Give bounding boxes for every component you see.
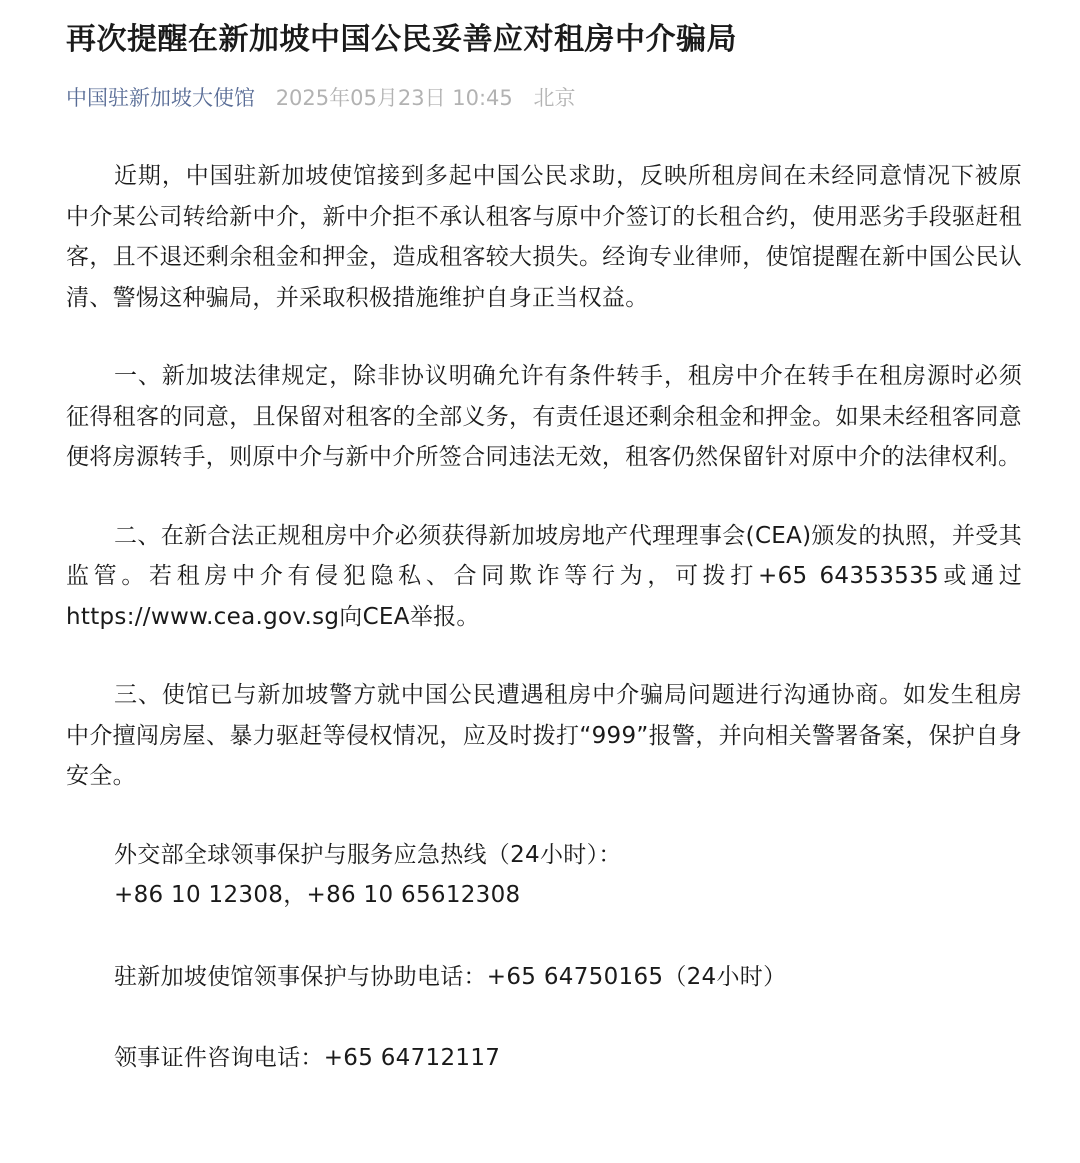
source-link[interactable]: 中国驻新加坡大使馆 xyxy=(66,86,255,110)
paragraph-point-3: 三、使馆已与新加坡警方就中国公民遭遇租房中介骗局问题进行沟通协商。如发生租房中介擅闯房屋、暴力驱赶等侵权情况，应及时拨打“999”报警，并向相关警署备案，保护自身安全。 xyxy=(66,682,1022,789)
paragraph-point-2: 二、在新合法正规租房中介必须获得新加坡房地产代理理事会(CEA)颁发的执照，并受其监管。若租房中介有侵犯隐私、合同欺诈等行为，可拨打+65 64353535或通过https://www.cea.gov.sg向CEA举报。 xyxy=(66,522,1022,630)
paragraph-intro: 近期，中国驻新加坡使馆接到多起中国公民求助，反映所租房间在未经同意情况下被原中介某公司转给新中介，新中介拒不承认租客与原中介签订的长租合约，使用恶劣手段驱赶租客，且不退还剩余租金和押金，造成租客较大损失。经询专业律师，使馆提醒在新中国公民认清、警惕这种骗局，并采取积极措施维护自身正当权益。 xyxy=(66,163,1022,311)
publish-date: 2025年05月23日 10:45 xyxy=(275,86,513,110)
paragraph-point-1: 一、新加坡法律规定，除非协议明确允许有条件转手，租房中介在转手在租房源时必须征得租客的同意，且保留对租客的全部义务，有责任退还剩余租金和押金。如果未经租客同意便将房源转手，则原中介与新中介所签合同违法无效，租客仍然保留针对原中介的法律权利。 xyxy=(66,363,1022,470)
article-meta xyxy=(66,82,575,112)
article-body xyxy=(66,156,1022,1120)
publish-location: 北京 xyxy=(533,86,576,110)
hotline-numbers: +86 10 12308，+86 10 65612308 xyxy=(114,882,521,908)
embassy-phone-line: 驻新加坡使馆领事保护与协助电话：+65 64750165（24小时） xyxy=(114,963,787,990)
hotline-block xyxy=(66,835,1022,916)
article-title: 再次提醒在新加坡中国公民妥善应对租房中介骗局 xyxy=(66,22,737,57)
hotline-label: 外交部全球领事保护与服务应急热线（24小时）： xyxy=(114,841,622,868)
certificate-phone-line: 领事证件咨询电话：+65 64712117 xyxy=(114,1045,501,1071)
certificate-block xyxy=(66,1038,1022,1079)
embassy-block xyxy=(66,957,1022,998)
